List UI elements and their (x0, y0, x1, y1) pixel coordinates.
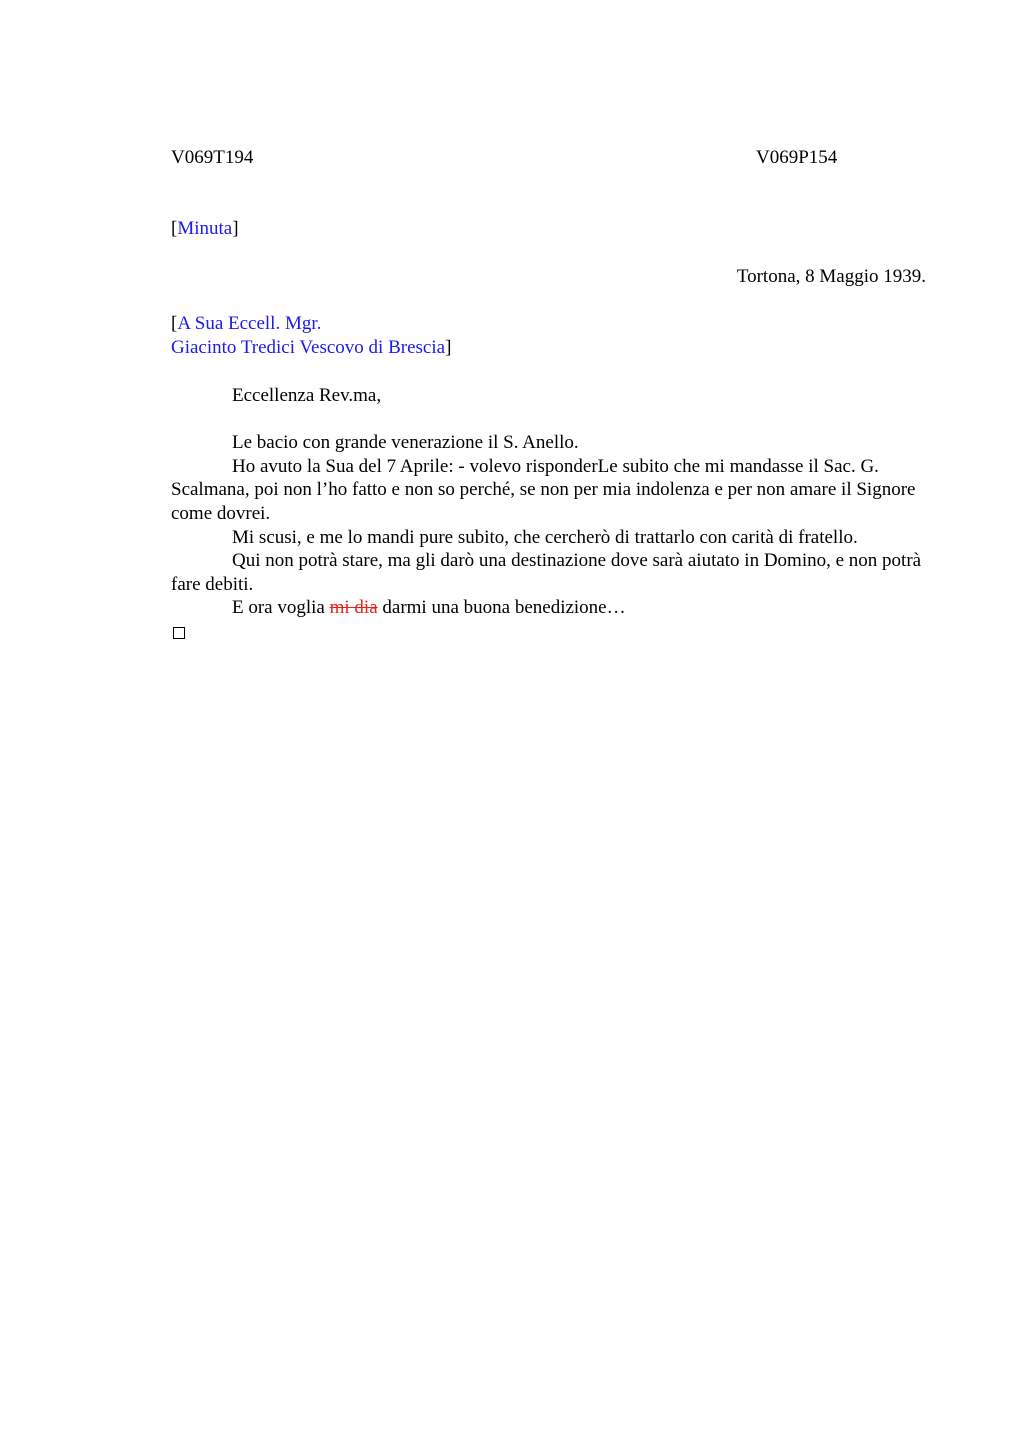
deleted-text: mi dia (329, 597, 378, 619)
bracket-close: ] (232, 218, 239, 239)
bracket-open: [ (171, 218, 178, 239)
paragraph-1: Le bacio con grande venerazione il S. Anello. (232, 432, 579, 454)
end-square-icon (173, 627, 185, 639)
recipient-name: Giacinto Tredici Vescovo di Brescia (171, 337, 446, 358)
paragraph-5-start: E ora voglia (232, 597, 330, 619)
recipient-block (171, 312, 451, 360)
bracket-open: [ (171, 313, 178, 334)
paragraph-5-end: darmi una buona benedizione… (377, 597, 626, 619)
bracket-close: ] (445, 337, 452, 358)
letter-date: Tortona, 8 Maggio 1939. (736, 266, 926, 287)
recipient-line-1 (171, 312, 451, 336)
minuta-label (171, 217, 239, 241)
document-code-right: V069P154 (756, 147, 838, 168)
paragraph-3: Mi scusi, e me lo mandi pure subito, che cercherò di trattarlo con carità di fratello. (232, 526, 858, 548)
paragraph-2: Ho avuto la Sua del 7 Aprile: - volevo risponderLe subito che mi mandasse il Sac. G. Scalmana, poi non l’ho fatto e non so perché, se non per mia indolenza e per non amare il Signore come dovrei. (171, 455, 916, 524)
letter-body (171, 384, 931, 620)
document-code-left: V069T194 (171, 147, 254, 168)
paragraph-4: Qui non potrà stare, ma gli darò una destinazione dove sarà aiutato in Domino, e non potrà fare debiti. (171, 550, 922, 595)
salutation: Eccellenza Rev.ma, (232, 385, 382, 406)
minuta-text: Minuta (177, 218, 233, 239)
recipient-line-2 (171, 336, 451, 360)
paragraph-5 (171, 596, 931, 620)
recipient-title: A Sua Eccell. Mgr. (177, 313, 322, 334)
